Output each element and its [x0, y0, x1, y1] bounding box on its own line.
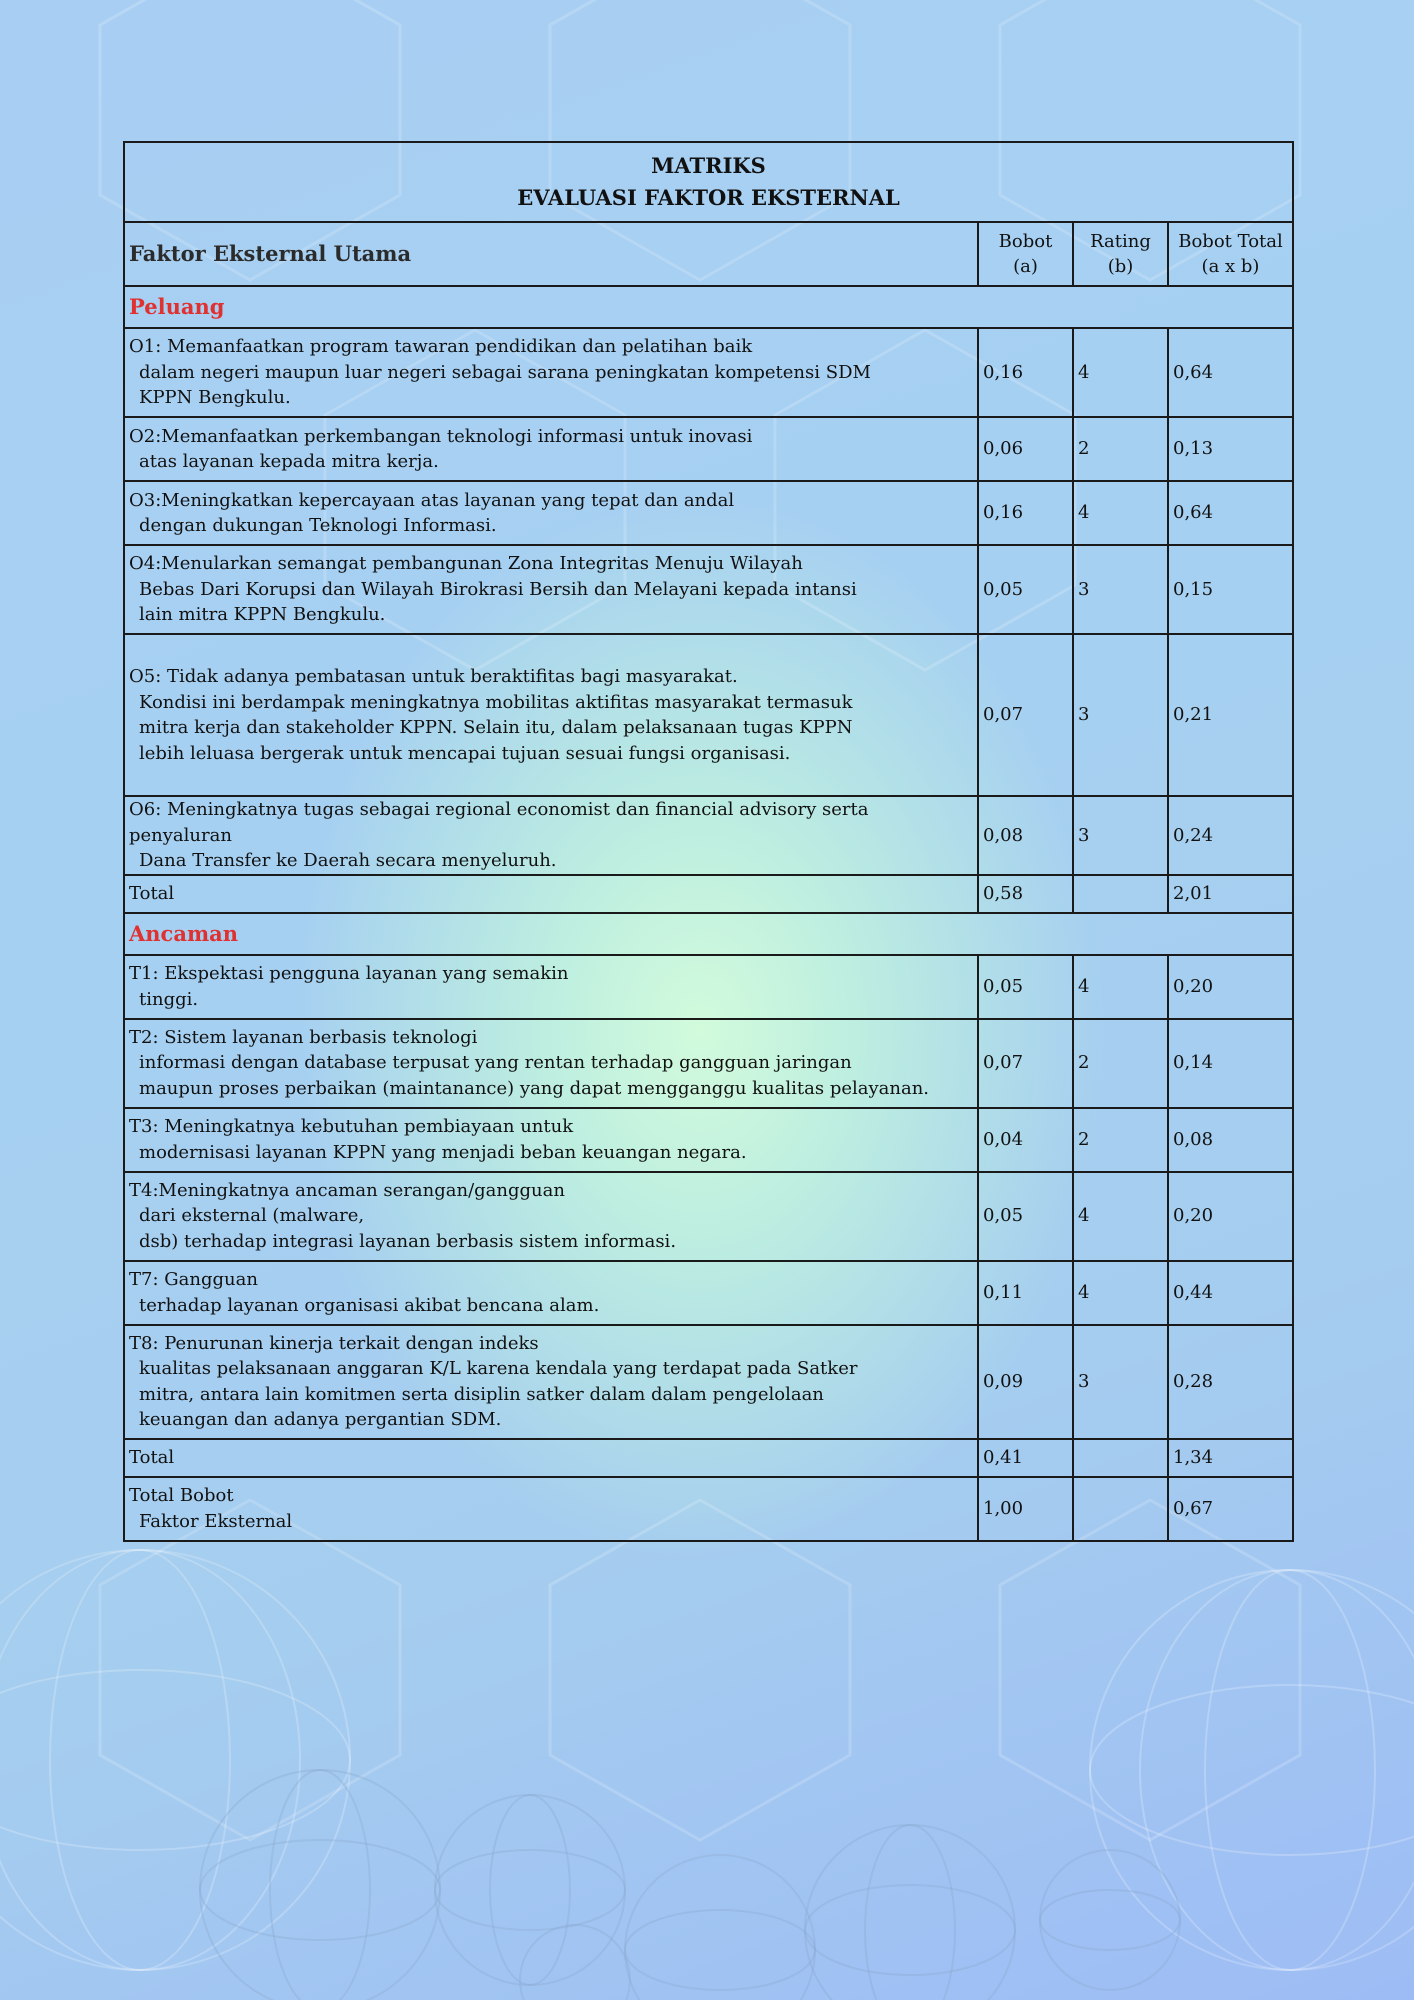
bobot-cell: 0,07 — [978, 634, 1073, 796]
grand-total-row — [124, 1477, 1293, 1541]
title-line-1: MATRIKS — [651, 153, 766, 178]
section-label-ancaman: Ancaman — [124, 913, 1293, 955]
factor-description — [124, 417, 978, 481]
total-label: Total — [124, 875, 978, 913]
factor-description — [124, 796, 978, 875]
description-line: dengan dukungan Teknologi Informasi. — [139, 515, 497, 536]
grand-total-label — [124, 1477, 978, 1541]
header-bobot-line-1: Bobot — [998, 231, 1053, 252]
bobot-cell: 0,09 — [978, 1325, 1073, 1439]
header-total-line-2: (a x b) — [1201, 256, 1260, 277]
description-line: mitra, antara lain komitmen serta disiplin satker dalam dalam pengelolaan — [139, 1383, 824, 1405]
grand-total-line-2: Faktor Eksternal — [139, 1510, 293, 1532]
rating-cell — [1073, 875, 1168, 913]
bobot-cell: 1,00 — [978, 1477, 1073, 1541]
description-line: T4:Meningkatnya ancaman serangan/gangguan — [129, 1179, 565, 1201]
rating-cell: 4 — [1073, 1172, 1168, 1261]
grand-total-line-1: Total Bobot — [129, 1485, 234, 1506]
factor-description — [124, 1325, 978, 1439]
header-rating-line-1: Rating — [1090, 231, 1151, 252]
table-row — [124, 796, 1293, 875]
bobot-cell: 0,05 — [978, 545, 1073, 634]
description-line: T8: Penurunan kinerja terkait dengan indeks — [129, 1332, 539, 1354]
header-rating — [1073, 222, 1168, 286]
rating-cell: 4 — [1073, 1261, 1168, 1325]
table-row — [124, 417, 1293, 481]
bobot-cell: 0,58 — [978, 875, 1073, 913]
header-rating-line-2: (b) — [1107, 256, 1134, 277]
description-line: Dana Transfer ke Daerah secara menyeluruh. — [139, 850, 557, 871]
table-row — [124, 481, 1293, 545]
bobot-total-cell: 0,28 — [1168, 1325, 1293, 1439]
rating-cell: 2 — [1073, 1019, 1168, 1108]
description-line: T7: Gangguan — [129, 1269, 258, 1290]
matrix-sheet — [123, 141, 1292, 1542]
rating-cell: 4 — [1073, 328, 1168, 417]
bobot-total-cell: 0,64 — [1168, 481, 1293, 545]
description-line: dsb) terhadap integrasi layanan berbasis sistem informasi. — [139, 1230, 677, 1252]
efe-matrix-table — [123, 141, 1294, 1542]
rating-cell — [1073, 1477, 1168, 1541]
bobot-cell: 0,07 — [978, 1019, 1073, 1108]
description-line: T1: Ekspektasi pengguna layanan yang semakin — [129, 963, 569, 984]
factor-description — [124, 545, 978, 634]
description-line: O6: Meningkatnya tugas sebagai regional economist dan financial advisory serta penyaluran — [129, 799, 869, 846]
description-line: O5: Tidak adanya pembatasan untuk beraktifitas bagi masyarakat. — [129, 666, 738, 687]
factor-description — [124, 1261, 978, 1325]
bobot-cell: 0,04 — [978, 1108, 1073, 1172]
factor-description — [124, 955, 978, 1019]
bobot-total-cell: 0,67 — [1168, 1477, 1293, 1541]
section-label-peluang: Peluang — [124, 286, 1293, 328]
rating-cell: 3 — [1073, 634, 1168, 796]
rating-cell — [1073, 1439, 1168, 1477]
bobot-total-cell: 0,14 — [1168, 1019, 1293, 1108]
rating-cell: 3 — [1073, 1325, 1168, 1439]
description-line: O3:Meningkatkan kepercayaan atas layanan yang tepat dan andal — [129, 489, 735, 511]
factor-description — [124, 1108, 978, 1172]
table-row — [124, 1172, 1293, 1261]
header-total-line-1: Bobot Total — [1178, 231, 1283, 252]
factor-description — [124, 328, 978, 417]
description-line: lain mitra KPPN Bengkulu. — [139, 604, 386, 626]
table-row — [124, 1019, 1293, 1108]
title-line-2: EVALUASI FAKTOR EKSTERNAL — [517, 185, 900, 210]
bobot-total-cell: 0,64 — [1168, 328, 1293, 417]
title-row — [124, 142, 1293, 222]
description-line: KPPN Bengkulu. — [139, 387, 291, 409]
table-row — [124, 955, 1293, 1019]
factor-description — [124, 481, 978, 545]
description-line: dalam negeri maupun luar negeri sebagai sarana peningkatan kompetensi SDM — [139, 361, 871, 383]
header-bobot-total — [1168, 222, 1293, 286]
bobot-cell: 0,05 — [978, 1172, 1073, 1261]
bobot-total-cell: 1,34 — [1168, 1439, 1293, 1477]
factor-description — [124, 1019, 978, 1108]
bobot-total-cell: 0,44 — [1168, 1261, 1293, 1325]
table-row — [124, 1108, 1293, 1172]
table-row — [124, 1325, 1293, 1439]
description-line: T2: Sistem layanan berbasis teknologi — [129, 1026, 478, 1048]
rating-cell: 2 — [1073, 1108, 1168, 1172]
description-line: dari eksternal (malware, — [139, 1205, 365, 1227]
description-line: atas layanan kepada mitra kerja. — [139, 451, 439, 472]
bobot-total-cell: 0,20 — [1168, 955, 1293, 1019]
header-bobot-line-2: (a) — [1013, 256, 1038, 277]
bobot-cell: 0,11 — [978, 1261, 1073, 1325]
total-row-peluang — [124, 875, 1293, 913]
header-bobot — [978, 222, 1073, 286]
total-label: Total — [124, 1439, 978, 1477]
bobot-total-cell: 0,20 — [1168, 1172, 1293, 1261]
description-line: T3: Meningkatnya kebutuhan pembiayaan untuk — [129, 1116, 574, 1137]
bobot-cell: 0,41 — [978, 1439, 1073, 1477]
description-line: mitra kerja dan stakeholder KPPN. Selain itu, dalam pelaksanaan tugas KPPN — [139, 717, 853, 738]
bobot-cell: 0,16 — [978, 481, 1073, 545]
header-row — [124, 222, 1293, 286]
bobot-total-cell: 0,08 — [1168, 1108, 1293, 1172]
bobot-total-cell: 0,13 — [1168, 417, 1293, 481]
description-line: keuangan dan adanya pergantian SDM. — [139, 1409, 502, 1430]
description-line: O1: Memanfaatkan program tawaran pendidikan dan pelatihan baik — [129, 336, 753, 358]
factor-description — [124, 1172, 978, 1261]
table-row — [124, 1261, 1293, 1325]
description-line: maupun proses perbaikan (maintanance) yang dapat mengganggu kualitas pelayanan. — [139, 1077, 930, 1099]
rating-cell: 3 — [1073, 545, 1168, 634]
description-line: tinggi. — [139, 988, 199, 1010]
description-line: informasi dengan database terpusat yang rentan terhadap gangguan jaringan — [139, 1052, 852, 1074]
bobot-cell: 0,16 — [978, 328, 1073, 417]
table-row — [124, 328, 1293, 417]
bobot-total-cell: 0,24 — [1168, 796, 1293, 875]
bobot-total-cell: 0,21 — [1168, 634, 1293, 796]
rating-cell: 3 — [1073, 796, 1168, 875]
bobot-cell: 0,08 — [978, 796, 1073, 875]
description-line: kualitas pelaksanaan anggaran K/L karena kendala yang terdapat pada Satker — [139, 1358, 858, 1379]
rating-cell: 4 — [1073, 955, 1168, 1019]
table-title — [124, 142, 1293, 222]
header-factor: Faktor Eksternal Utama — [124, 222, 978, 286]
bobot-cell: 0,06 — [978, 417, 1073, 481]
description-line: Bebas Dari Korupsi dan Wilayah Birokrasi Bersih dan Melayani kepada intansi — [139, 578, 857, 600]
bobot-total-cell: 0,15 — [1168, 545, 1293, 634]
bobot-cell: 0,05 — [978, 955, 1073, 1019]
description-line: Kondisi ini berdampak meningkatnya mobilitas aktifitas masyarakat termasuk — [139, 691, 853, 713]
description-line: O4:Menularkan semangat pembangunan Zona Integritas Menuju Wilayah — [129, 553, 803, 575]
description-line: lebih leluasa bergerak untuk mencapai tujuan sesuai fungsi organisasi. — [139, 742, 791, 764]
rating-cell: 2 — [1073, 417, 1168, 481]
description-line: O2:Memanfaatkan perkembangan teknologi informasi untuk inovasi — [129, 425, 753, 447]
description-line: terhadap layanan organisasi akibat bencana alam. — [139, 1294, 600, 1316]
factor-description — [124, 634, 978, 796]
total-row-ancaman — [124, 1439, 1293, 1477]
section-row-ancaman — [124, 913, 1293, 955]
description-line: modernisasi layanan KPPN yang menjadi beban keuangan negara. — [139, 1141, 747, 1163]
rating-cell: 4 — [1073, 481, 1168, 545]
table-row — [124, 634, 1293, 796]
bobot-total-cell: 2,01 — [1168, 875, 1293, 913]
table-row — [124, 545, 1293, 634]
section-row-peluang — [124, 286, 1293, 328]
